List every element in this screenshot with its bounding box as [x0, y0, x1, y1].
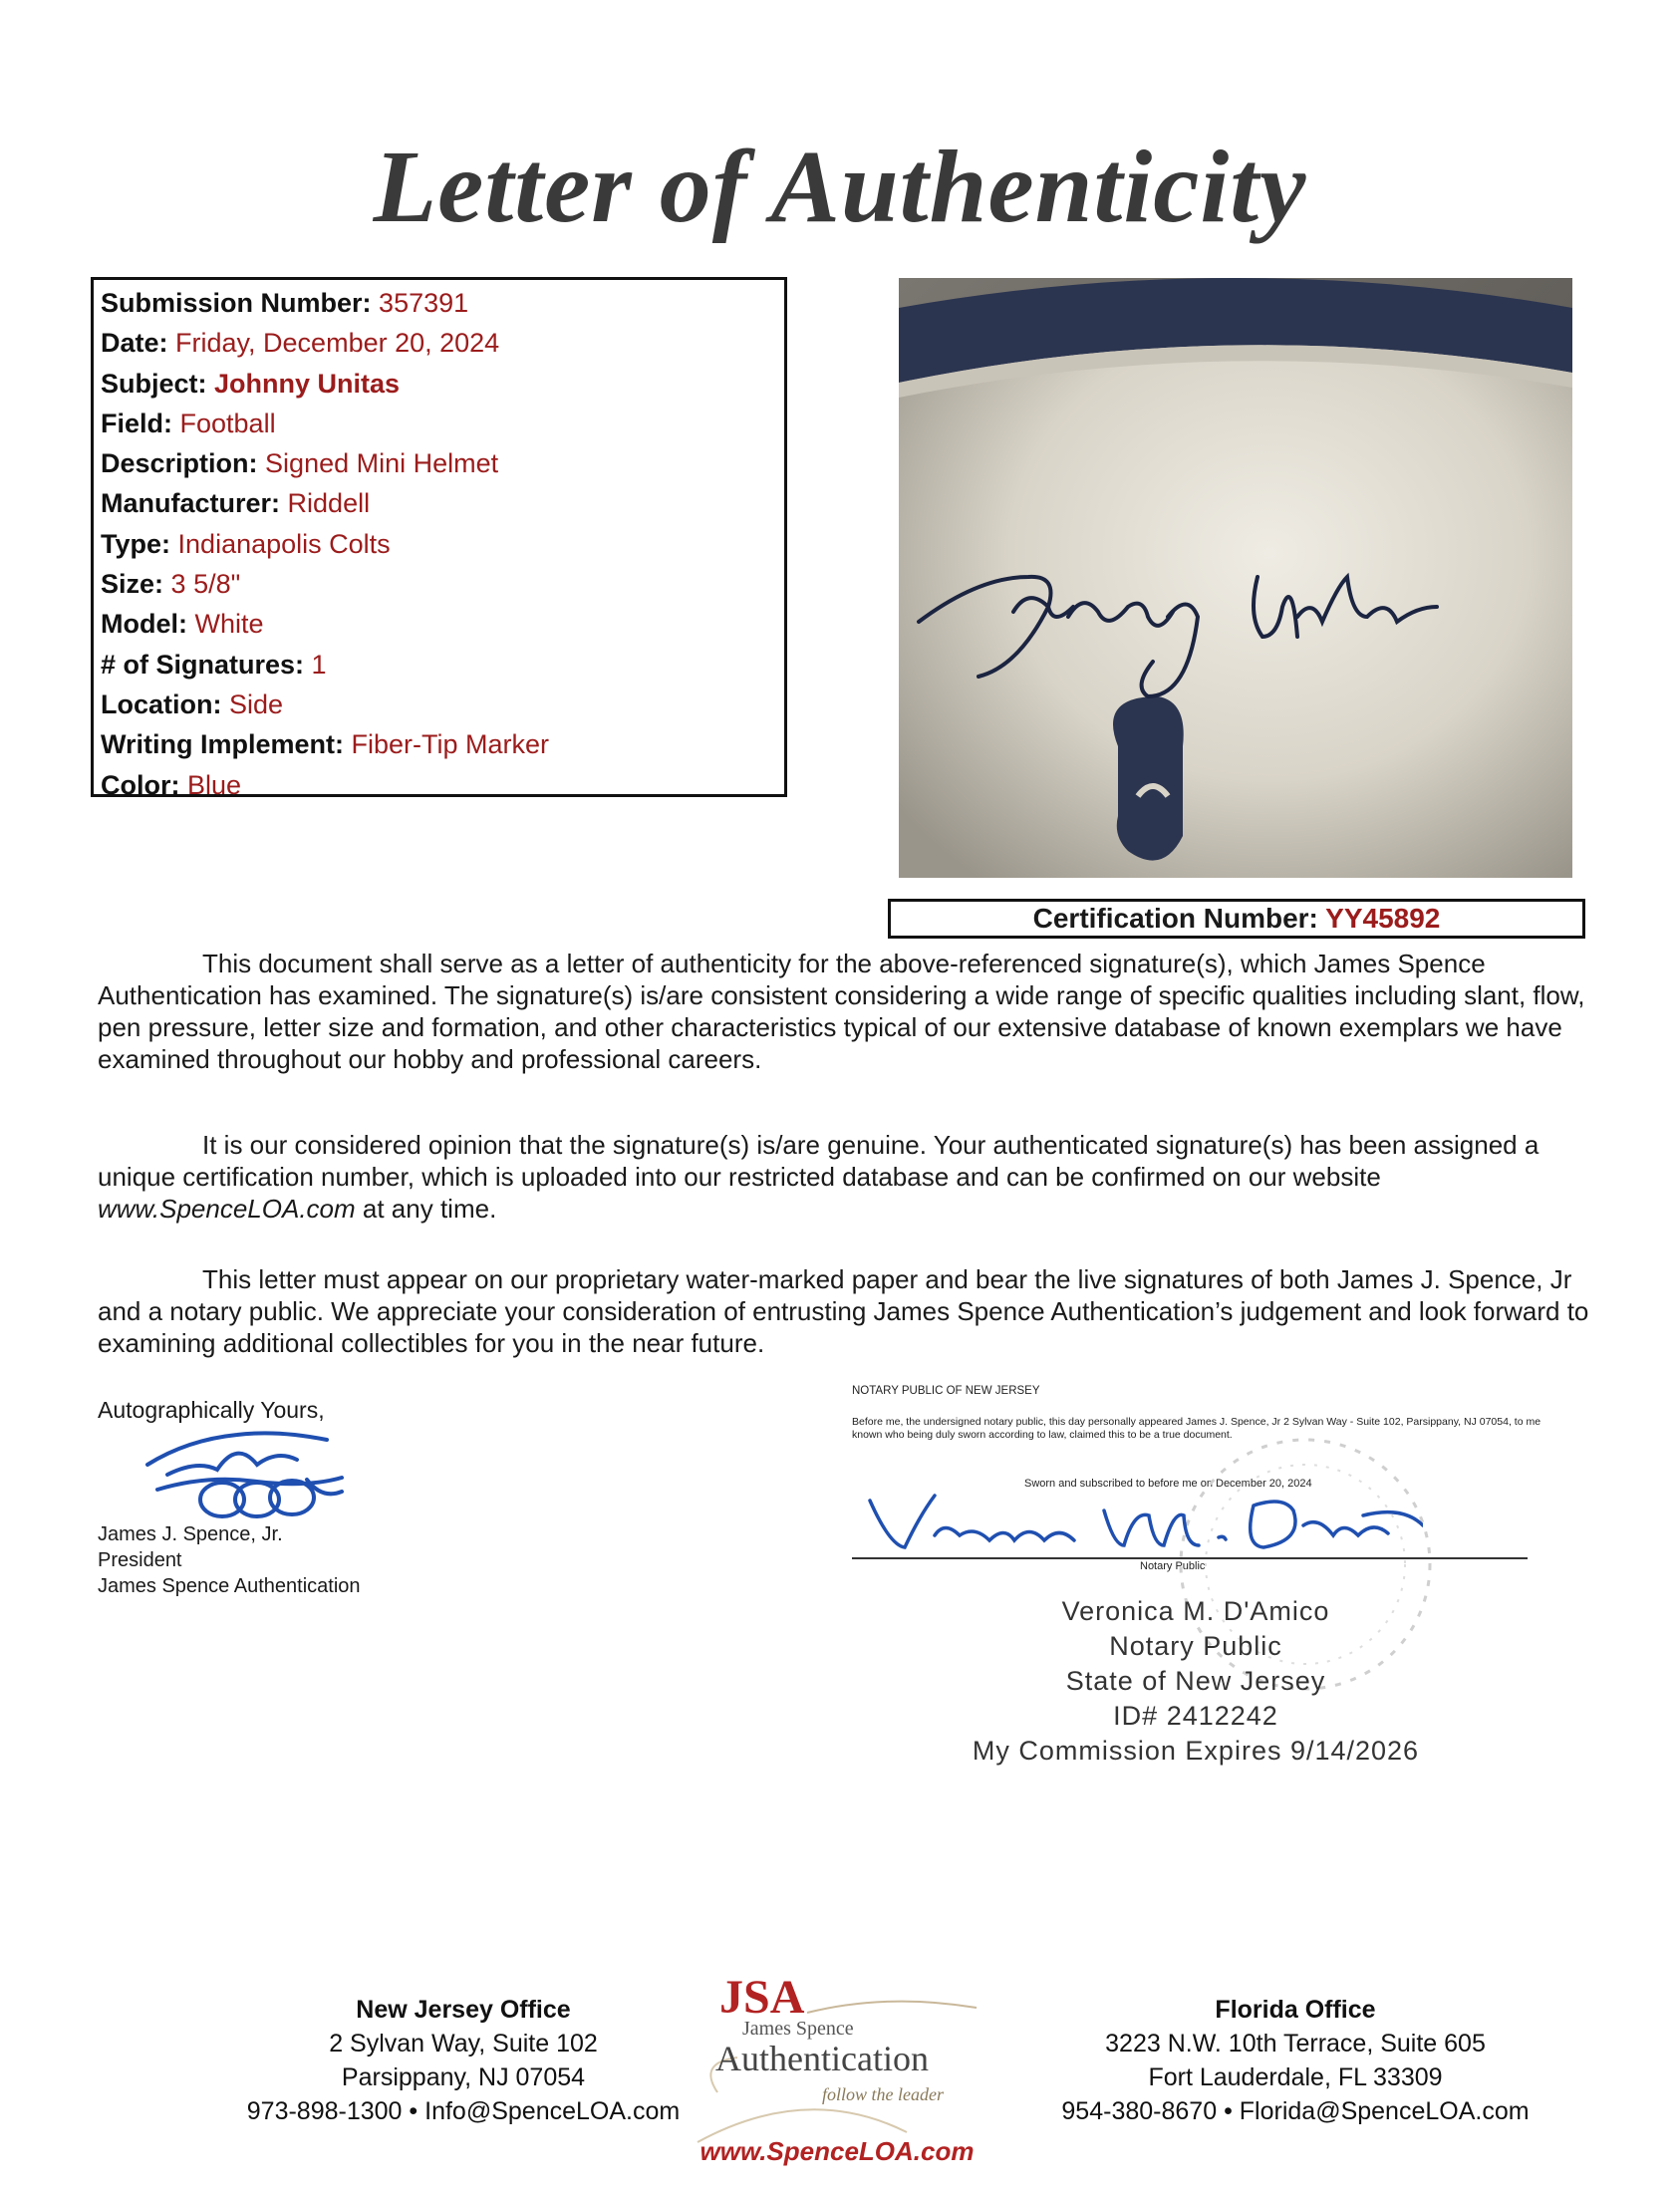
fl-phone: 954-380-8670 [1061, 2097, 1218, 2125]
fl-address-1: 3223 N.W. 10th Terrace, Suite 605 [1105, 2030, 1486, 2057]
jsa-logo [658, 1963, 1016, 2162]
info-label: Subject: [101, 368, 207, 399]
info-row [101, 727, 784, 767]
submission-info-box [91, 277, 787, 800]
info-row [101, 326, 784, 366]
certification-number: YY45892 [1325, 903, 1441, 934]
james-spence-signature [128, 1420, 357, 1529]
bullet-icon: • [409, 2097, 419, 2125]
info-label: Date: [101, 328, 168, 359]
info-label: Submission Number: [101, 288, 372, 318]
notary-name: Veronica M. D'Amico [1061, 1596, 1330, 1626]
paragraph-2-text: It is our considered opinion that the signature(s) is/are genuine. Your authenticated signature(s) has been assigned a unique certification number, which is uploaded into our restricted database and can be confirmed on our website [98, 1130, 1540, 1192]
notary-heading: NOTARY PUBLIC OF NEW JERSEY [852, 1385, 1040, 1397]
bullet-icon: • [1224, 2097, 1233, 2125]
paragraph-opinion [98, 1129, 1592, 1225]
info-value: Football [179, 408, 276, 438]
closing-text: Autographically Yours, [98, 1397, 325, 1423]
info-label: Color: [101, 769, 180, 800]
info-value: Indianapolis Colts [177, 528, 391, 559]
paragraph-3-text: This letter must appear on our proprietary water-marked paper and bear the live signatures of both James J. Spence, Jr and a notary public. We appreciate your consideration of entrusting James Spence Authentication’s judgement and look forward to examining additional collectibles for you in the near future. [98, 1264, 1589, 1358]
notary-title: Notary Public [1109, 1631, 1282, 1661]
signer-block [98, 1521, 361, 1599]
info-value: White [194, 609, 264, 640]
info-row [101, 607, 784, 647]
fl-email[interactable]: Florida@SpenceLOA.com [1239, 2097, 1530, 2125]
new-jersey-office [199, 1993, 727, 2128]
logo-word: Authentication [715, 2039, 929, 2078]
paragraph-1-text: This document shall serve as a letter of authenticity for the above-referenced signature(s), which James Spence Authentication has examined. The signature(s) is/are consistent considering a wide range of specific qualities including slant, flow, pen pressure, letter size and formation, and other characteristics typical of our extensive database of known exemplars we have examined throughout our hobby and professional careers. [98, 949, 1585, 1074]
info-value: Blue [187, 769, 242, 800]
info-label: Model: [101, 609, 187, 640]
info-value: Friday, December 20, 2024 [175, 328, 500, 359]
notary-stamp [897, 1594, 1495, 1769]
fl-address-2: Fort Lauderdale, FL 33309 [1148, 2063, 1443, 2091]
info-row [101, 567, 784, 607]
info-label: # of Signatures: [101, 649, 305, 680]
signer-name: James J. Spence, Jr. [98, 1523, 283, 1545]
fl-office-name: Florida Office [1215, 1996, 1376, 2024]
info-value: Side [229, 688, 284, 719]
notary-signature-line [852, 1557, 1528, 1559]
certification-number-box [888, 899, 1585, 939]
info-label: Field: [101, 408, 172, 438]
info-label: Description: [101, 448, 258, 479]
info-value: Fiber-Tip Marker [351, 729, 550, 760]
paragraph-watermark [98, 1263, 1592, 1359]
info-row [101, 527, 784, 567]
info-value: Riddell [287, 488, 371, 519]
logo-name: James Spence [742, 2018, 854, 2040]
logo-letters: JSA [719, 1971, 805, 2024]
info-row [101, 486, 784, 526]
paragraph-2-tail: at any time. [355, 1194, 497, 1224]
nj-email[interactable]: Info@SpenceLOA.com [424, 2097, 681, 2125]
info-row [101, 768, 784, 808]
info-row [101, 687, 784, 727]
info-value: 1 [311, 649, 327, 680]
notary-line-label: Notary Public [1140, 1560, 1206, 1572]
notary-id: ID# 2412242 [1113, 1701, 1278, 1731]
nj-address-1: 2 Sylvan Way, Suite 102 [329, 2030, 598, 2057]
paragraph-authenticity [98, 948, 1592, 1075]
info-value: 357391 [379, 288, 469, 318]
info-value: Johnny Unitas [214, 368, 401, 399]
helmet-photo [899, 278, 1572, 878]
signer-company: James Spence Authentication [98, 1575, 361, 1597]
info-label: Type: [101, 528, 171, 559]
info-label: Manufacturer: [101, 488, 281, 519]
info-row [101, 367, 784, 407]
notary-statement: Before me, the undersigned notary public, this day personally appeared James J. Spence, Jr 2 Sylvan Way - Suite 102, Parsippany, NJ 07054, to me known who being duly sworn according to law, claimed this to be a true document. [852, 1416, 1541, 1441]
info-label: Size: [101, 569, 164, 600]
sworn-statement: Sworn and subscribed to before me on December 20, 2024 [1024, 1478, 1312, 1490]
helmet-image [899, 278, 1572, 878]
website-link[interactable]: www.SpenceLOA.com [98, 1194, 356, 1224]
nj-address-2: Parsippany, NJ 07054 [341, 2063, 586, 2091]
logo-tagline: follow the leader [822, 2084, 944, 2104]
signer-title: President [98, 1549, 182, 1571]
certification-label: Certification Number: [1032, 903, 1318, 934]
info-value: 3 5/8" [170, 569, 241, 600]
logo-website-link[interactable]: www.SpenceLOA.com [700, 2136, 975, 2166]
info-row [101, 446, 784, 486]
info-row [101, 648, 784, 687]
info-row [101, 286, 784, 326]
info-row [101, 407, 784, 446]
nj-office-name: New Jersey Office [356, 1996, 571, 2024]
florida-office [1001, 1993, 1589, 2128]
notary-expiration: My Commission Expires 9/14/2026 [972, 1736, 1420, 1766]
info-label: Location: [101, 688, 222, 719]
info-label: Writing Implement: [101, 729, 345, 760]
notary-state: State of New Jersey [1065, 1666, 1326, 1696]
info-value: Signed Mini Helmet [265, 448, 499, 479]
nj-phone: 973-898-1300 [246, 2097, 403, 2125]
page-title: Letter of Authenticity [373, 130, 1307, 244]
